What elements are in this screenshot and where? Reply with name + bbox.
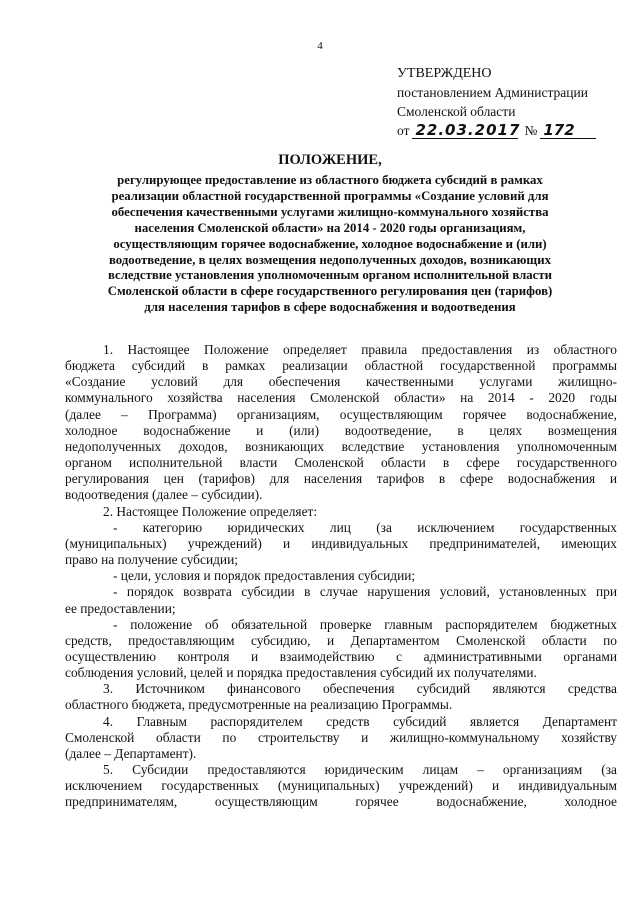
- approval-block: [397, 64, 627, 140]
- document-title-block: [60, 152, 600, 316]
- body-line: Смоленской области по строительству и жилищно-коммунальному хозяйству: [65, 729, 617, 745]
- number-prefix: №: [524, 123, 538, 138]
- subtitle-line: регулирующее предоставление из областного бюджета субсидий в рамках: [117, 173, 543, 187]
- document-subtitle: [60, 173, 600, 316]
- document-body: [65, 342, 617, 811]
- body-line: средств, предоставляющим субсидию, и Департаментом Смоленской области по: [65, 632, 617, 648]
- body-line: (далее – Департамент).: [65, 745, 197, 761]
- body-line: исключением государственных (муниципальных) учреждений) и индивидуальным: [65, 778, 617, 794]
- body-line: 1. Настоящее Положение определяет правила предоставления из областного: [103, 342, 617, 357]
- body-line: 3. Источником финансового обеспечения субсидий являются средства: [103, 681, 617, 697]
- document-title: ПОЛОЖЕНИЕ,: [278, 152, 382, 168]
- subtitle-line: населения Смоленской области» на 2014 - 2020 годы организациям,: [134, 220, 526, 235]
- body-line: 4. Главным распорядителем средств субсидий является Департамент: [103, 713, 617, 729]
- handwritten-number: 172: [540, 123, 596, 139]
- body-line: - категорию юридических лиц (за исключением государственных: [113, 519, 617, 535]
- body-line: органом исполнительной власти Смоленской области в сфере государственного: [65, 455, 617, 471]
- body-line: право на получение субсидии;: [65, 552, 238, 568]
- body-line: областного бюджета, предусмотренные на реализацию Программы.: [65, 697, 453, 713]
- subtitle-line: водоотведение, в целях возмещения недополученных доходов, возникающих: [108, 252, 551, 267]
- body-line: соблюдения условий, целей и порядка предоставления субсидий их получателями.: [65, 665, 537, 681]
- body-line: регулирования цен (тарифов) для населения тарифов в сфере водоснабжения и: [65, 471, 617, 487]
- handwritten-date: 22.03.2017: [412, 123, 518, 139]
- body-line: недополученных доходов, возникающих вследствие установления уполномоченным: [65, 438, 617, 454]
- body-line: бюджета субсидий в рамках реализации областной государственной программы: [65, 358, 617, 374]
- subtitle-line: реализации областной государственной программы «Создание условий для: [111, 188, 549, 203]
- body-line: - положение об обязательной проверке главным распорядителем бюджетных: [113, 616, 617, 632]
- approval-date-line: [397, 121, 627, 140]
- body-line: осуществлению контроля и взаимодействию с административными органами: [65, 648, 617, 664]
- subtitle-line: Смоленской области в сфере государственного регулирования цен (тарифов): [107, 284, 553, 299]
- subtitle-line: обеспечения качественными услугами жилищно-коммунального хозяйства: [111, 204, 549, 219]
- body-line: «Создание условий для обеспечения качественными услугами жилищно-: [65, 374, 617, 390]
- body-line: коммунального хозяйства населения Смоленской области» на 2014 - 2020 годы: [65, 390, 617, 406]
- subtitle-line: осуществляющим горячее водоснабжение, холодное водоснабжение и (или): [113, 236, 547, 251]
- body-line: (далее – Программа) организациям, осуществляющим горячее водоснабжение,: [65, 406, 617, 422]
- page-number: 4: [317, 40, 323, 52]
- subtitle-line: для населения тарифов в сфере водоснабжения и водоотведения: [144, 300, 516, 315]
- body-line: предпринимателям, осуществляющим горячее водоснабжение, холодное: [65, 794, 617, 810]
- body-line: холодное водоснабжение и (или) водоотведение, в целях возмещения: [65, 422, 617, 438]
- body-line: ее предоставлении;: [65, 600, 176, 616]
- body-line: - порядок возврата субсидии в случае нарушения условий, установленных при: [113, 584, 617, 600]
- body-line: (муниципальных) учреждений) и индивидуальных предпринимателей, имеющих: [65, 535, 617, 551]
- approval-line-2: Смоленской области: [397, 104, 516, 119]
- body-line: 5. Субсидии предоставляются юридическим лицам – организациям (за: [103, 762, 617, 778]
- approval-heading: УТВЕРЖДЕНО: [397, 66, 492, 81]
- approval-line-1: постановлением Администрации: [397, 85, 588, 100]
- date-prefix: от: [397, 123, 410, 138]
- body-line: водоотведения (далее – субсидии).: [65, 487, 263, 503]
- body-line: - цели, условия и порядок предоставления субсидии;: [113, 568, 416, 584]
- subtitle-line: вследствие установления уполномоченным органом исполнительной власти: [107, 268, 553, 283]
- body-line: 2. Настоящее Положение определяет:: [103, 503, 318, 519]
